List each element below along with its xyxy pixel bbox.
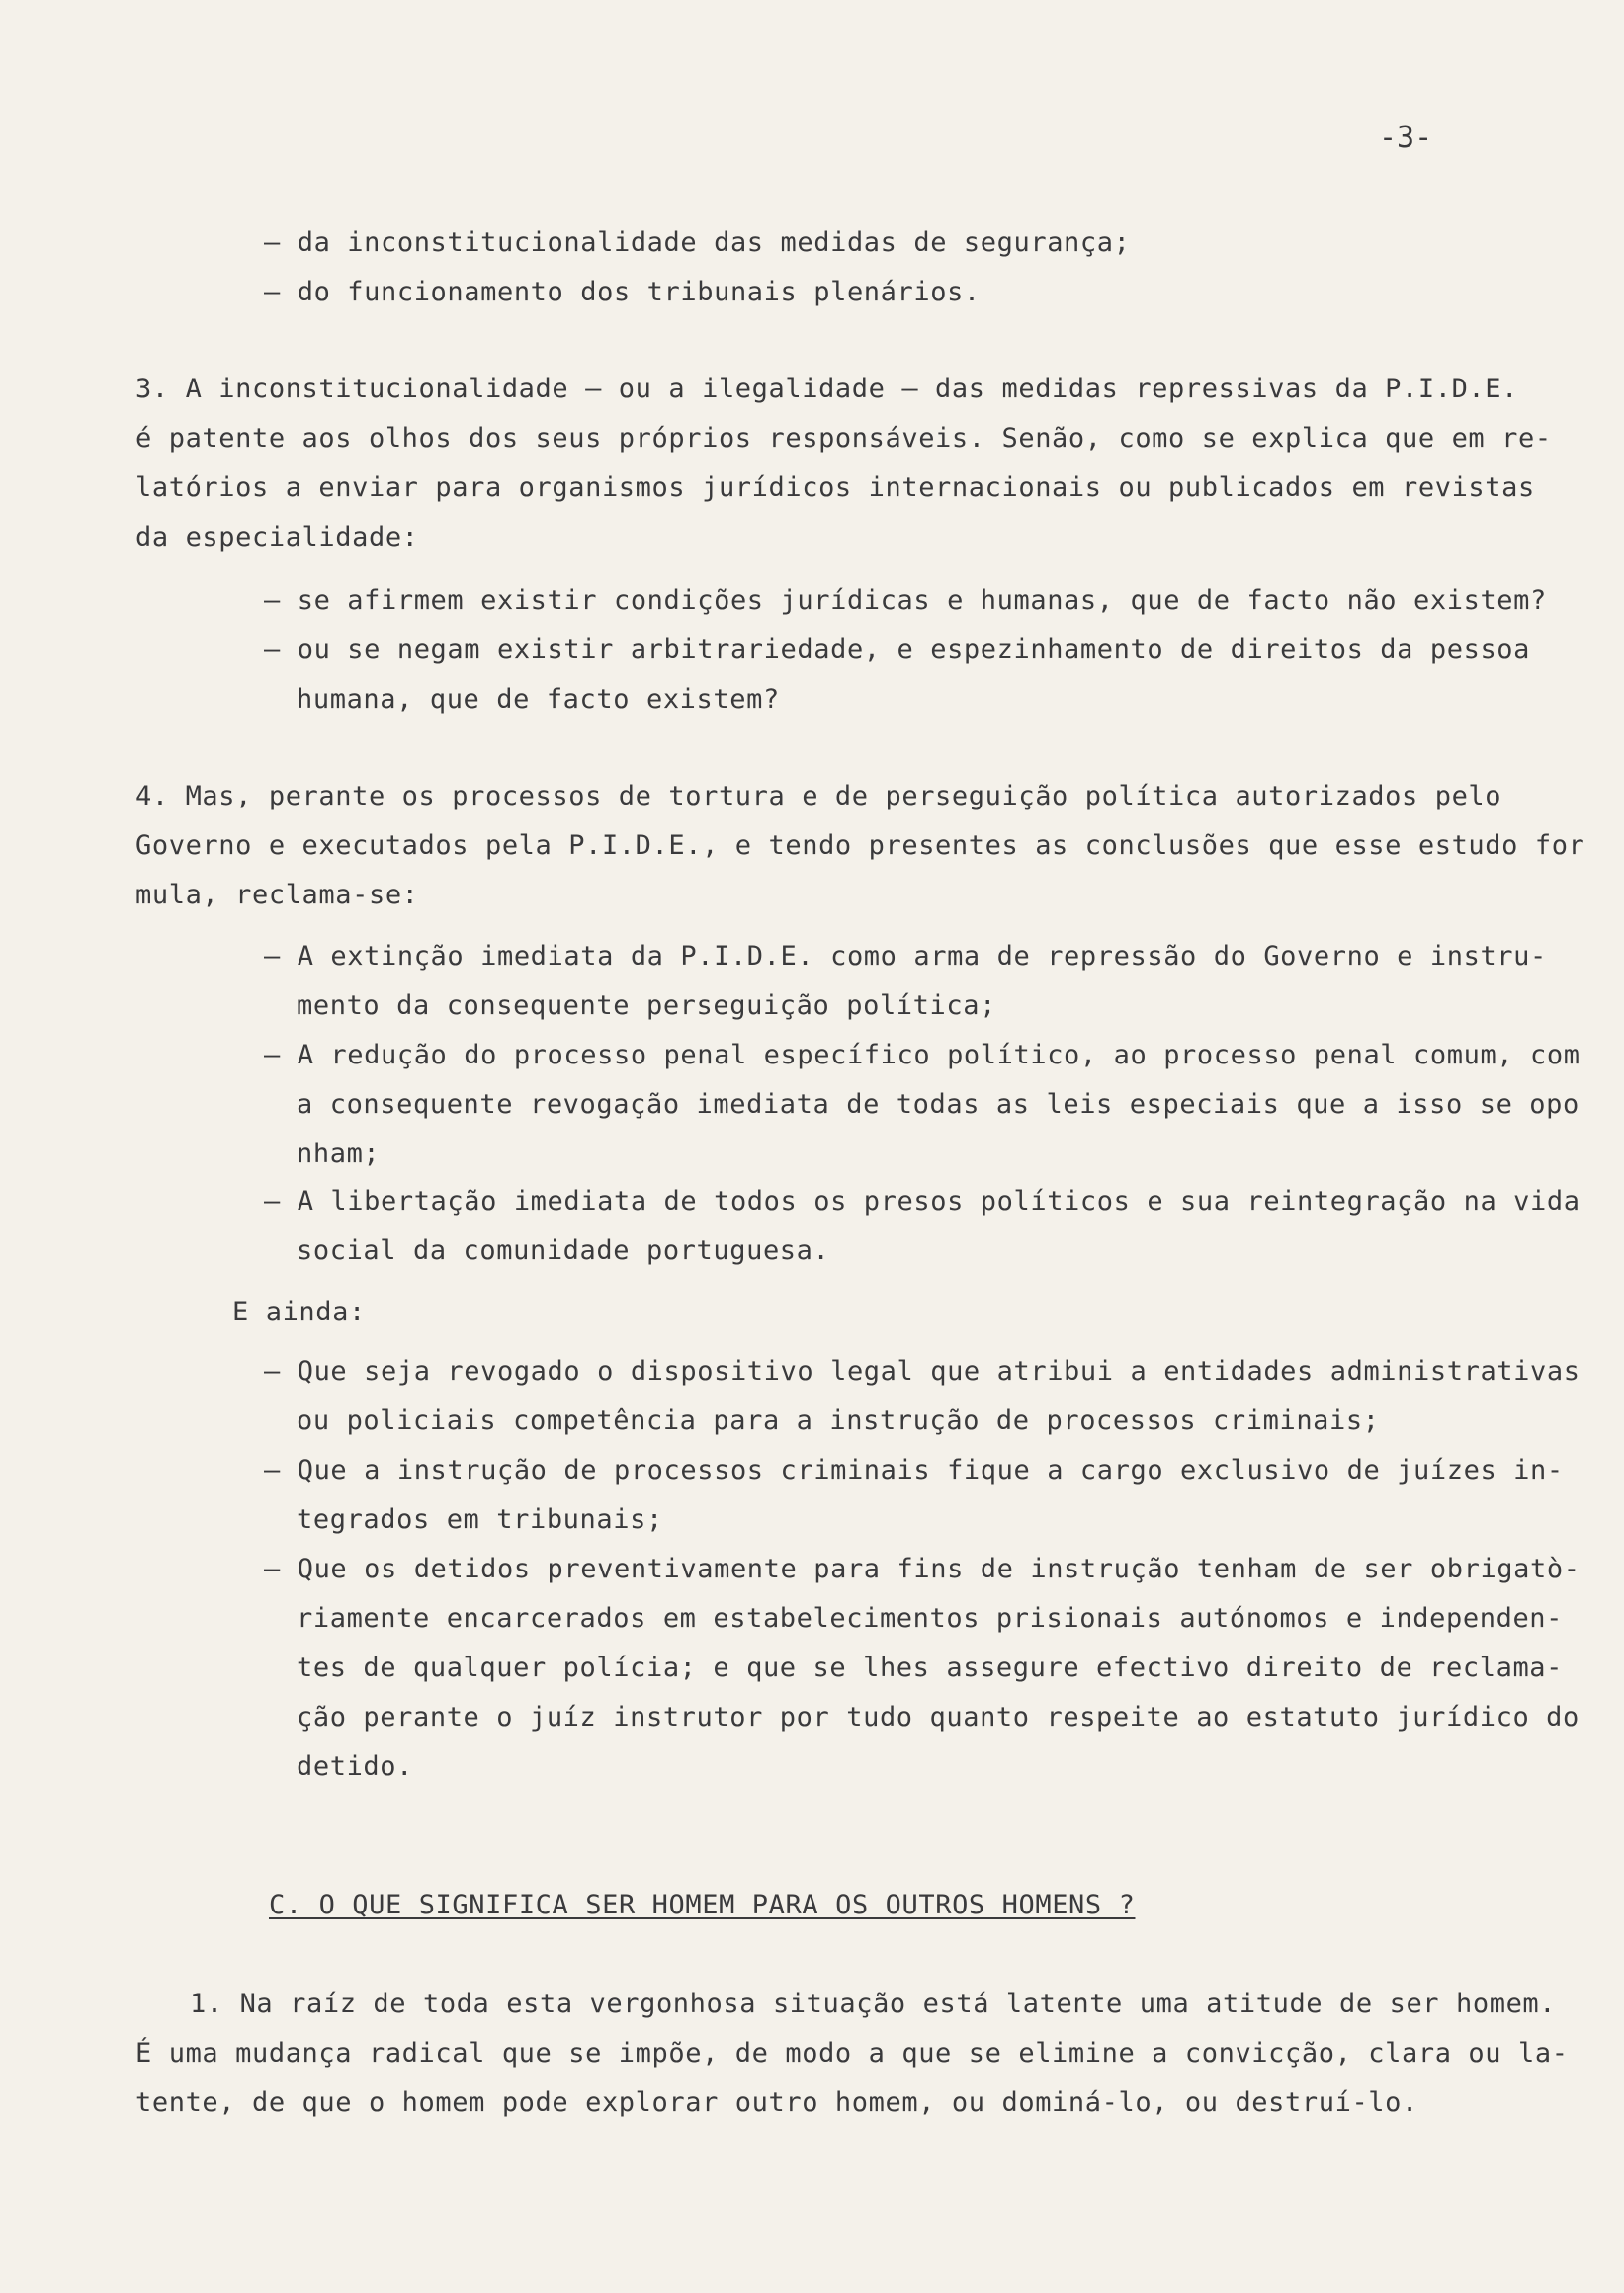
section3-line: da especialidade: [135, 522, 419, 552]
section4-item2-cont: detido. [297, 1751, 413, 1782]
section4-line: 4. Mas, perante os processos de tortura e de perseguição política autorizados pelo [135, 781, 1502, 811]
section-c-line: 1. Na raíz de toda esta vergonhosa situação está latente uma atitude de ser homem. [190, 1989, 1557, 2019]
page-number: -3- [1379, 121, 1433, 155]
intro-item: – do funcionamento dos tribunais plenários. [264, 277, 981, 307]
section-c-heading: C. O QUE SIGNIFICA SER HOMEM PARA OS OUTROS HOMENS ? [269, 1890, 1136, 1920]
section4-line: Governo e executados pela P.I.D.E., e tendo presentes as conclusões que esse estudo for [135, 830, 1585, 861]
section4-item2-cont: tes de qualquer polícia; e que se lhes assegure efectivo direito de reclama- [297, 1653, 1564, 1683]
section4-item2-cont: riamente encarcerados em estabelecimentos prisionais autónomos e independen- [297, 1603, 1564, 1634]
section4-item2-cont: ção perante o juíz instrutor por tudo quanto respeite ao estatuto jurídico do [297, 1702, 1580, 1733]
section4-item2: – Que os detidos preventivamente para fins de instrução tenham de ser obrigatò- [264, 1554, 1581, 1584]
section3-line: 3. A inconstitucionalidade – ou a ilegalidade – das medidas repressivas da P.I.D.E. [135, 374, 1518, 404]
section4-item: – A redução do processo penal específico político, ao processo penal comum, com [264, 1040, 1581, 1070]
section4-item: – A libertação imediata de todos os presos políticos e sua reintegração na vida [264, 1186, 1581, 1217]
section4-item: – A extinção imediata da P.I.D.E. como arma de repressão do Governo e instru- [264, 941, 1547, 972]
section4-item2: – Que a instrução de processos criminais fique a cargo exclusivo de juízes in- [264, 1455, 1564, 1486]
section4-item-cont: mento da consequente perseguição política; [297, 990, 996, 1021]
section4-line: mula, reclama-se: [135, 880, 419, 910]
section3-item: – se afirmem existir condições jurídicas e humanas, que de facto não existem? [264, 585, 1547, 616]
section4-item2-cont: ou policiais competência para a instrução de processos criminais; [297, 1405, 1380, 1436]
section3-item-cont: humana, que de facto existem? [297, 684, 780, 715]
section4-item-cont: social da comunidade portuguesa. [297, 1235, 830, 1266]
section3-line: é patente aos olhos dos seus próprios responsáveis. Senão, como se explica que em re- [135, 423, 1552, 454]
section-c-line: tente, de que o homem pode explorar outro homem, ou dominá-lo, ou destruí-lo. [135, 2087, 1418, 2118]
section-c-line: É uma mudança radical que se impõe, de modo a que se elimine a convicção, clara ou la- [135, 2038, 1569, 2069]
section4-item-cont: a consequente revogação imediata de todas as leis especiais que a isso se opo [297, 1089, 1580, 1120]
section4-item2: – Que seja revogado o dispositivo legal que atribui a entidades administrativas [264, 1356, 1581, 1387]
section3-line: latórios a enviar para organismos jurídicos internacionais ou publicados em revistas [135, 472, 1535, 503]
section4-item2-cont: tegrados em tribunais; [297, 1504, 663, 1535]
section4-item-cont: nham; [297, 1139, 381, 1169]
and-label: E ainda: [232, 1297, 366, 1327]
intro-item: – da inconstitucionalidade das medidas de segurança; [264, 227, 1131, 258]
section3-item: – ou se negam existir arbitrariedade, e espezinhamento de direitos da pessoa [264, 635, 1531, 665]
